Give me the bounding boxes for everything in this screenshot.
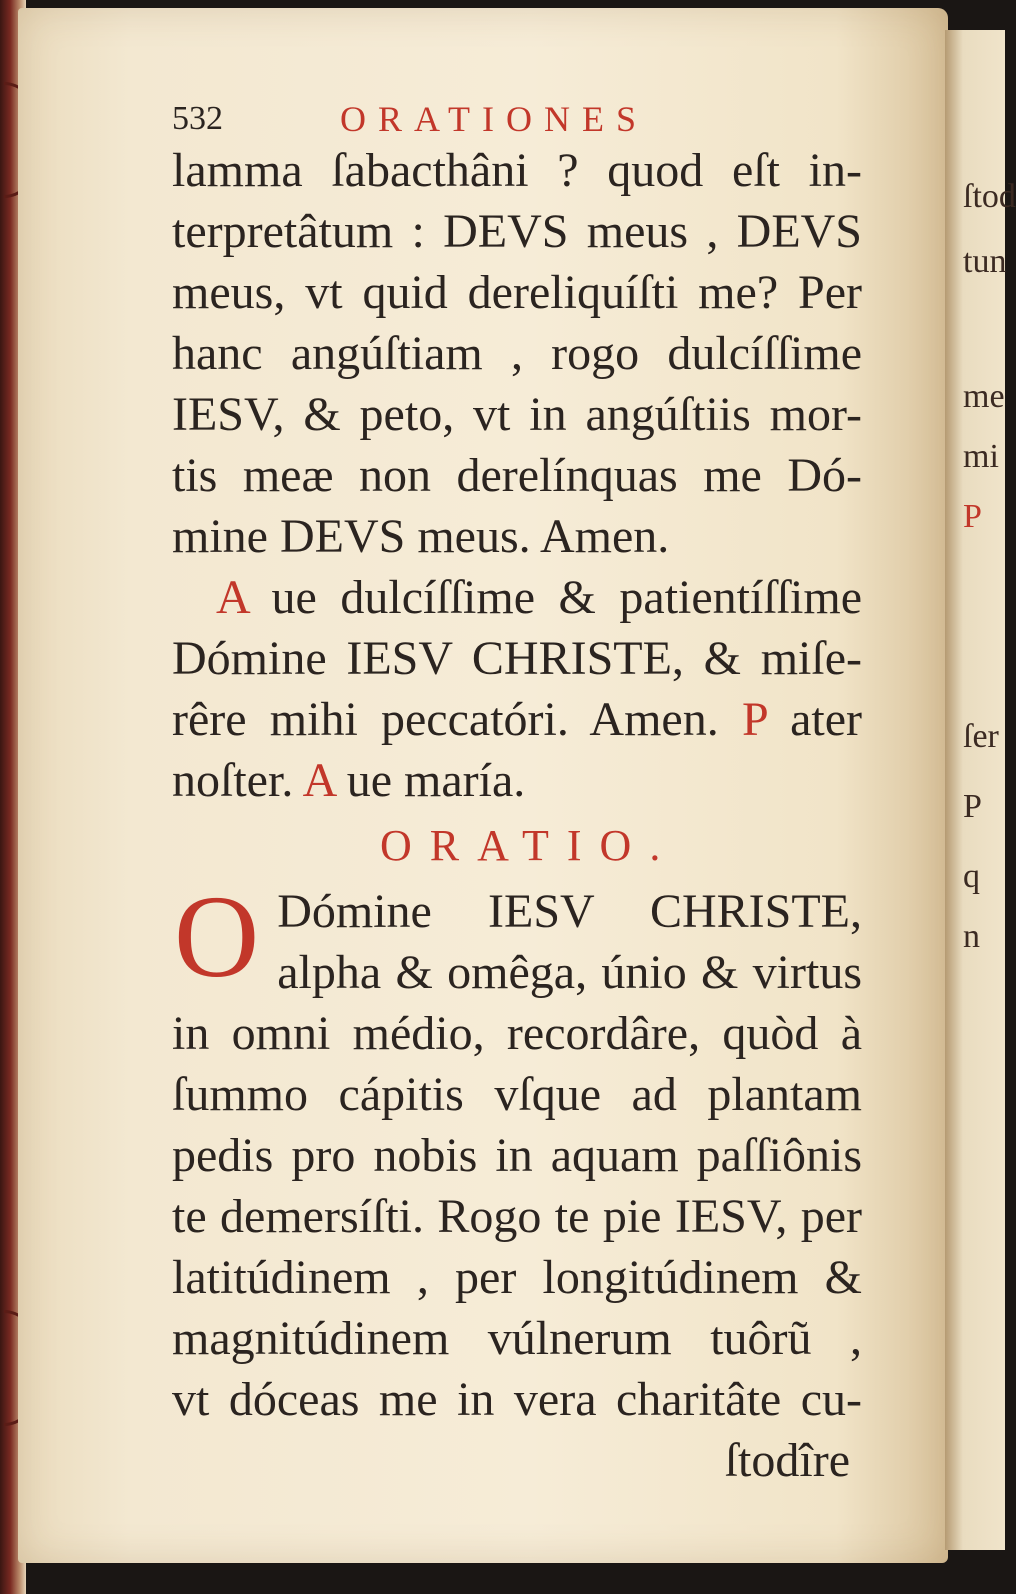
text-line: Dómine IESV CHRISTE,	[277, 885, 862, 938]
text-line: IESV, & peto, vt in angúſtiis mor-	[172, 388, 862, 441]
text-line: terpretâtum : DEVS meus , DEVS	[172, 205, 862, 258]
paragraph-ave	[172, 567, 862, 811]
text-line-rest: ue maría.	[346, 754, 526, 807]
facing-page-edge	[945, 30, 1016, 1550]
facing-fragment: ſtod	[963, 178, 1016, 215]
page-text	[172, 96, 862, 1491]
text-line: vt dóceas me in vera charitâte cu-	[172, 1373, 862, 1426]
text-line: alpha & omêga, únio & virtus	[277, 946, 862, 999]
text-line: latitúdinem , per longitúdinem &	[172, 1251, 862, 1304]
text-line: lamma ſabacthâni ? quod eſt in-	[172, 144, 862, 197]
facing-fragment: me	[963, 378, 1005, 415]
running-title: ORATIONES	[340, 99, 649, 139]
page-number: 532	[172, 100, 223, 137]
text-line: in omni médio, recordâre, quòd à	[172, 1007, 862, 1060]
rubric-initial: A	[216, 571, 249, 624]
facing-fragment: P	[963, 788, 982, 825]
text-line-rest: rêre mihi peccatóri. Amen.	[172, 693, 719, 746]
drop-cap: O	[174, 871, 260, 1002]
facing-fragment: P	[963, 498, 982, 535]
text-line: magnitúdinem vúlnerum tuôrũ ,	[172, 1312, 862, 1365]
page-header	[172, 96, 862, 140]
section-title: ORATIO.	[380, 821, 679, 870]
catchword: ſtodîre	[724, 1434, 850, 1487]
text-line: hanc angúſtiam , rogo dulcíſſime	[172, 327, 862, 380]
facing-fragment: tun	[963, 243, 1007, 280]
text-line: meus, vt quid dereliquíſti me? Per	[172, 266, 862, 319]
rubric-initial: P	[741, 693, 767, 746]
text-line	[172, 567, 862, 628]
facing-fragment: ſer	[963, 718, 999, 755]
text-line: pedis pro nobis in aquam paſſiônis	[172, 1129, 862, 1182]
text-line-rest: noſter.	[172, 754, 294, 807]
paragraph-oratio	[172, 871, 862, 1430]
facing-fragment: n	[963, 918, 980, 955]
text-line: ſummo cápitis vſque ad plantam	[172, 1068, 862, 1121]
text-line: te demersíſti. Rogo te pie IESV, per	[172, 1190, 862, 1243]
paragraph-passion	[172, 140, 862, 567]
text-line: mine DEVS meus. Amen.	[172, 510, 670, 563]
text-line: tis meæ non derelínquas me Dó-	[172, 449, 862, 502]
facing-fragment: q	[963, 858, 980, 895]
text-line	[172, 750, 862, 811]
text-line-rest: ue dulcíſſime & patientíſſime	[271, 571, 862, 624]
text-line	[172, 689, 862, 750]
text-line: Dómine IESV CHRISTE, & miſe-	[172, 632, 862, 685]
text-line-rest: ater	[790, 693, 862, 746]
rubric-initial: A	[302, 754, 335, 807]
facing-fragment: mi	[963, 438, 999, 475]
